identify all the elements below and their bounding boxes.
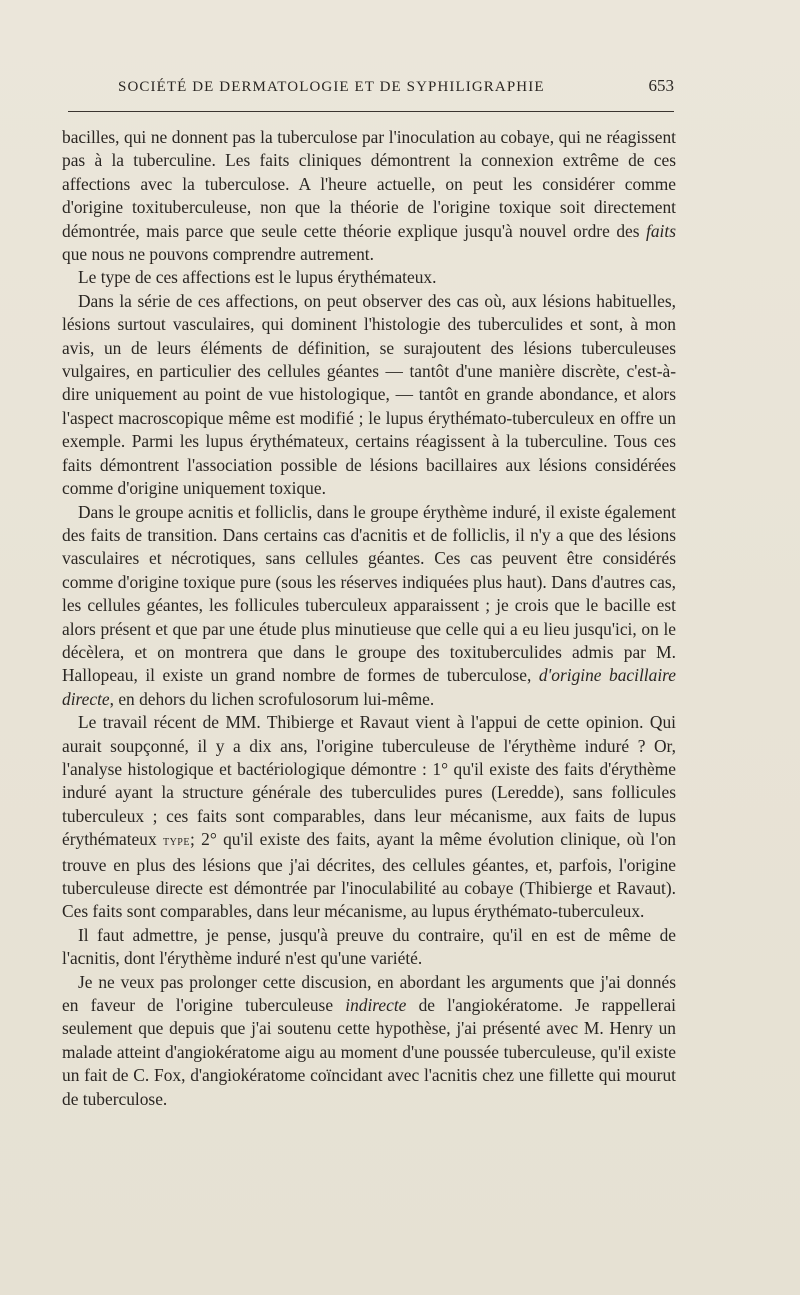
paragraph-7 bbox=[62, 971, 676, 1111]
paragraph-3: Dans la série de ces affections, on peut observer des cas où, aux lésions habituelles, lésions surtout vasculaires, qui dominent l'histologie des tuberculides et sont, à mon avis, un de leurs éléments de définition, se surajoutent des lésions tuberculeuses vulgaires, en particulier des cellules géantes — tantôt d'une manière discrète, c'est-à-dire uniquement au point de vue histologique, — tantôt en grande abondance, et alors l'aspect macroscopique même est modifié ; le lupus érythémato-tuberculeux en offre un exemple. Parmi les lupus érythémateux, certains réagissent à la tuberculine. Tous ces faits démontrent l'association possible de lésions bacillaires aux lésions considérées comme d'origine uniquement toxique. bbox=[62, 290, 676, 499]
paragraph-5-text: Le travail récent de MM. Thibierge et Ravaut vient à l'appui de cette opinion. Qui aurait soupçonné, il y a dix ans, l'origine tuberculeuse de l'érythème induré ? Or, l'analyse histologique et bactériologique démontre : 1° qu'il existe des faits d'érythème induré ayant la structure générale des tuberculides pures (Leredde), sans follicules tuberculeux ; ces faits sont comparables, dans leur mécanisme, aux faits de lupus érythémateux bbox=[62, 712, 676, 850]
paragraph-1-end: que nous ne pouvons comprendre autrement. bbox=[62, 244, 374, 265]
paragraph-6: Il faut admettre, je pense, jusqu'à preuve du contraire, qu'il en est de même de l'acnitis, dont l'érythème induré n'est qu'une variété. bbox=[62, 924, 676, 969]
paragraph-7-end: de l'angiokératome. Je rappellerai seulement que depuis que j'ai soutenu cette hypothèse, j'ai présenté avec M. Henry un malade atteint d'angiokératome aigu au moment d'une poussée tuberculeuse, qu'il existe un fait de C. Fox, d'angiokératome coïncidant avec l'acnitis chez une fillette qui mourut de tuberculose. bbox=[62, 995, 677, 1109]
paragraph-5-end: ; 2° qu'il existe des faits, ayant la même évolution clinique, où l'on trouve en plus des lésions que j'ai décrites, des cellules géantes, et, parfois, l'origine tuberculeuse directe est démontrée par l'inoculabilité au cobaye (Thibierge et Ravaut). Ces faits sont comparables, dans leur mécanisme, au lupus érythémato-tuberculeux. bbox=[62, 829, 676, 922]
paragraph-4-text: Dans le groupe acnitis et folliclis, dans le groupe érythème induré, il existe également des faits de transition. Dans certains cas d'acnitis et de folliclis, il n'y a que des lésions vasculaires et nécrotiques, sans cellules géantes. Ces cas peuvent être considérés comme d'origine toxique pure (sous les réserves indiquées plus haut). Dans d'autres cas, les cellules géantes, les follicules tuberculeux apparaissent ; je crois que le bacille est alors présent et que par une étude plus minutieuse que celle qui a eu lieu jusqu'ici, on le décèlera, et on montrera que dans le groupe des toxituberculides admis par M. Hallopeau, il existe un grand nombre de formes de tuberculose, bbox=[62, 501, 676, 686]
paragraph-2: Le type de ces affections est le lupus érythémateux. bbox=[78, 267, 437, 288]
paragraph-4-end: , en dehors du lichen scrofulosorum lui-même. bbox=[109, 688, 435, 709]
page-number: 653 bbox=[648, 76, 674, 95]
paragraph-1-text: bacilles, qui ne donnent pas la tuberculose par l'inoculation au cobaye, qui ne réagissent pas à la tuberculine. Les faits cliniques démontrent la connexion extrême de ces affections avec la tuberculose. A l'heure actuelle, on peut les considérer comme d'origine toxituberculeuse, non que la théorie de l'origine toxique soit directement démontrée, mais parce que seule cette théorie explique jusqu'à nouvel ordre des bbox=[62, 127, 676, 241]
paragraph-5 bbox=[62, 711, 676, 924]
page-header bbox=[118, 76, 674, 96]
paragraph-7-text: Je ne veux pas prolonger cette discusion, en abordant les arguments que j'ai donnés en faveur de l'origine tuberculeuse bbox=[62, 971, 676, 1016]
body-text bbox=[62, 126, 676, 1111]
header-rule bbox=[68, 111, 674, 112]
running-head: SOCIÉTÉ DE DERMATOLOGIE ET DE SYPHILIGRAPHIE bbox=[118, 79, 545, 95]
paragraph-4-emphasis: d'origine bacillaire directe bbox=[62, 665, 676, 709]
paragraph-1-emphasis: faits bbox=[646, 220, 676, 241]
paragraph-1 bbox=[62, 126, 676, 266]
paragraph-4 bbox=[62, 501, 676, 712]
paragraph-7-emphasis: indirecte bbox=[345, 995, 407, 1016]
paragraph-5-smallcaps: type bbox=[162, 834, 190, 850]
